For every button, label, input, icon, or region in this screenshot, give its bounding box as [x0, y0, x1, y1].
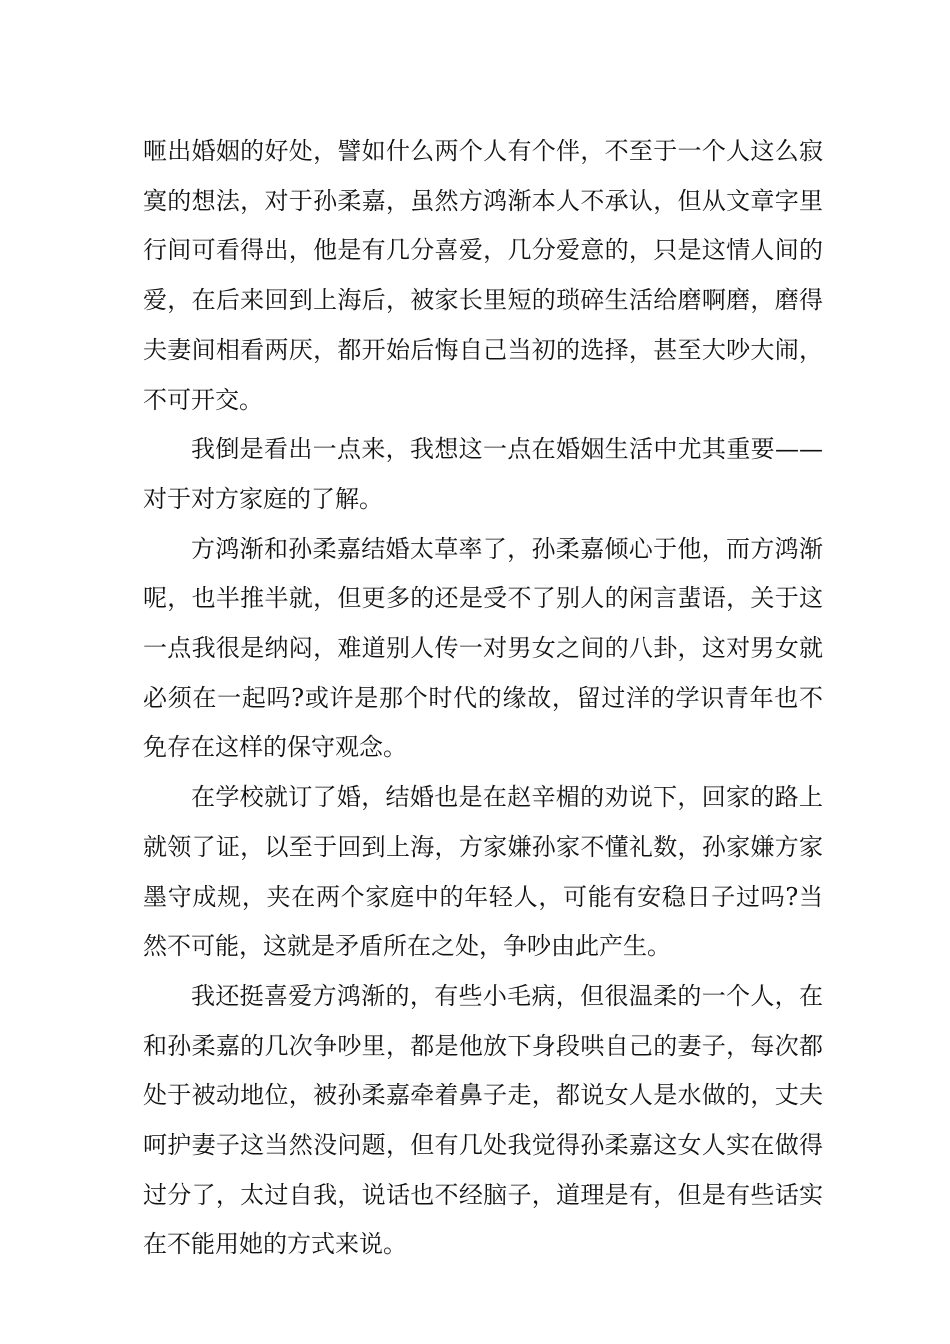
paragraph-1: 咂出婚姻的好处，譬如什么两个人有个伴，不至于一个人这么寂寞的想法，对于孙柔嘉，虽然方鸿渐本人不承认，但从文章字里行间可看得出，他是有几分喜爱，几分爱意的，只是这情人间的爱，在后来回到上海后，被家长里短的琐碎生活给磨啊磨，磨得夫妻间相看两厌，都开始后悔自己当初的选择，甚至大吵大闹，不可开交。 — [143, 137, 823, 414]
paragraph-5: 我还挺喜爱方鸿渐的，有些小毛病，但很温柔的一个人，在和孙柔嘉的几次争吵里，都是他放下身段哄自己的妻子，每次都处于被动地位，被孙柔嘉牵着鼻子走，都说女人是水做的，丈夫呵护妻子这当然没问题，但有几处我觉得孙柔嘉这女人实在做得过分了，太过自我，说话也不经脑子，道理是有，但是有些话实在不能用她的方式来说。 — [143, 981, 823, 1259]
paragraph-3: 方鸿渐和孙柔嘉结婚太草率了，孙柔嘉倾心于他，而方鸿渐呢，也半推半就，但更多的还是受不了别人的闲言蜚语，关于这一点我很是纳闷，难道别人传一对男女之间的八卦，这对男女就必须在一起吗?或许是那个时代的缘故，留过洋的学识青年也不免存在这样的保守观念。 — [143, 534, 823, 762]
document-body — [143, 127, 823, 1270]
paragraph-4: 在学校就订了婚，结婚也是在赵辛楣的劝说下，回家的路上就领了证，以至于回到上海，方家嫌孙家不懂礼数，孙家嫌方家墨守成规，夹在两个家庭中的年轻人，可能有安稳日子过吗?当然不可能，这就是矛盾所在之处，争吵由此产生。 — [143, 783, 823, 961]
paragraph-2: 我倒是看出一点来，我想这一点在婚姻生活中尤其重要——对于对方家庭的了解。 — [143, 435, 823, 513]
